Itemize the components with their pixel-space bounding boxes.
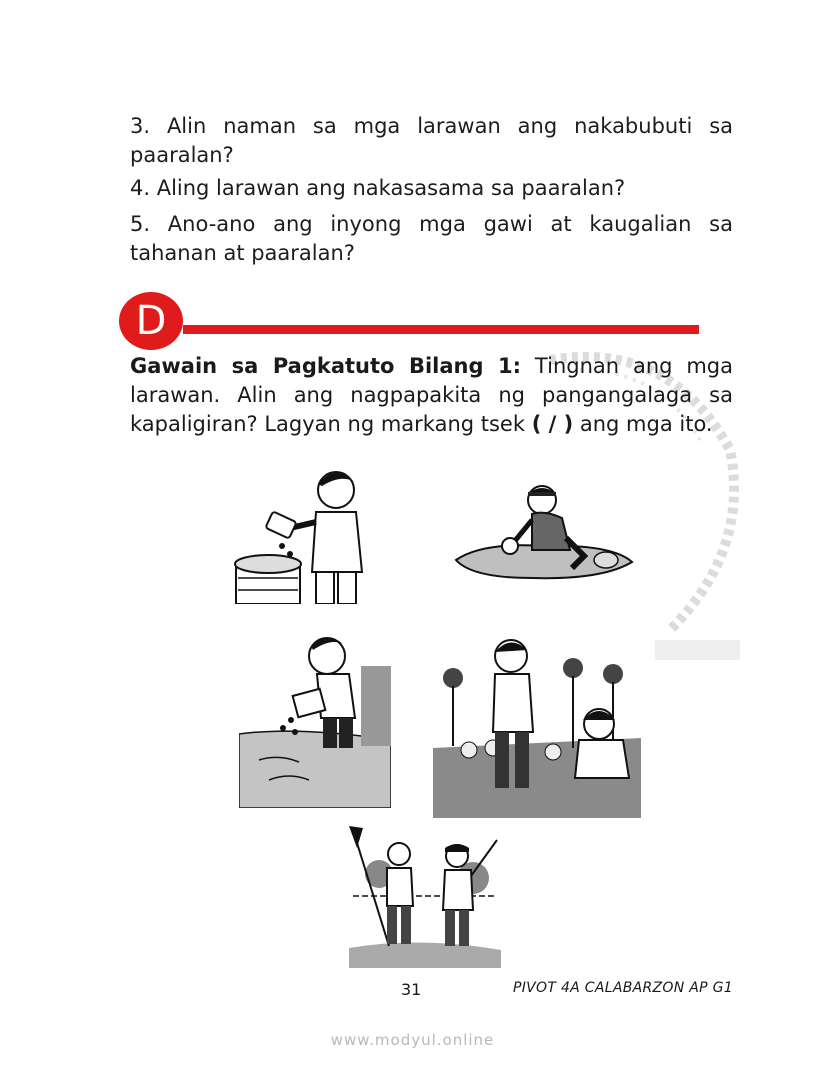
activity-text-end: ang mga ito.	[573, 412, 713, 436]
boy-dumping-trash-in-water-icon	[239, 630, 391, 808]
activity-instructions	[130, 352, 733, 439]
page-number: 31	[401, 980, 422, 999]
girl-planting-icon	[452, 480, 634, 582]
module-code: PIVOT 4A CALABARZON AP G1	[513, 980, 734, 996]
boy-throwing-trash-in-bin-icon	[232, 462, 392, 604]
question-5: 5. Ano-ano ang inyong mga gawi at kaugalian sa tahanan at paaralan?	[130, 212, 733, 265]
check-mark-symbol: ( / )	[531, 412, 574, 436]
activity-text: Tingnan ang mga larawan. Alin ang nagpapakita ng pangangalaga sa kapaligiran? Lagyan ng markang tsek	[130, 354, 733, 436]
section-badge: D	[119, 292, 183, 350]
question-4: 4. Aling larawan ang nakasasama sa paaralan?	[130, 176, 626, 200]
activity-title: Gawain sa Pagkatuto Bilang 1:	[130, 354, 522, 378]
section-divider	[183, 325, 699, 334]
children-sweeping-icon	[349, 826, 501, 968]
question-3: 3. Alin naman sa mga larawan ang nakabubuti sa paaralan?	[130, 114, 733, 167]
site-watermark: www.modyul.online	[330, 1031, 495, 1049]
children-in-garden-icon	[433, 628, 641, 818]
